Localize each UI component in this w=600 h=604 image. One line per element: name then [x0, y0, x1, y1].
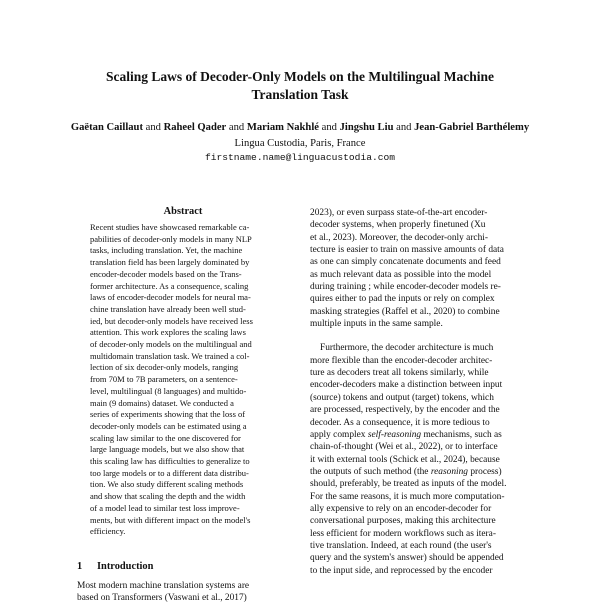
right-column-line: (source) tokens and output (target) tokens, which: [310, 392, 494, 403]
right-column-line: 2023), or even surpass state-of-the-art encoder-: [310, 208, 488, 218]
right-column-line: are processed, respectively, by the encoder and the: [310, 405, 500, 416]
abstract-line: from 70M to 7B parameters, on a sentence-: [90, 374, 238, 385]
right-column-line: Furthermore, the decoder architecture is much: [320, 343, 494, 354]
introduction-line: based on Transformers (Vaswani et al., 2017): [77, 593, 247, 604]
author-name: Jingshu Liu: [339, 122, 394, 133]
paragraph-gap: [310, 330, 532, 342]
right-column-line: conversational purposes, making this architecture: [310, 516, 496, 527]
abstract-line: decoder-only models can be estimated using a: [90, 420, 247, 431]
abstract-line: tion. We also study different scaling methods: [90, 479, 244, 490]
author-separator: and: [321, 122, 337, 133]
author-name: Mariam Nakhlé: [246, 122, 319, 133]
abstract-line: scaling law similar to the one discovered for: [90, 432, 241, 443]
abstract-line: translation field has been largely dominated by: [90, 257, 250, 268]
author-list: [20, 121, 580, 135]
right-column-line: it with external tools (Schick et al., 2024), because: [310, 454, 500, 465]
right-column-line: encoder-decoders make a distinction between input: [310, 380, 503, 391]
right-column-line: query and the system's answer) should be appended: [310, 553, 504, 564]
title-line-2: Translation Task: [251, 87, 349, 102]
right-column-line: should, preferably, be treated as inputs of the model.: [310, 479, 507, 490]
right-column-line: chain-of-thought (Wei et al., 2022), or to interface: [310, 442, 498, 453]
abstract-line: encoder-decoder models based on the Trans-: [90, 268, 242, 279]
section-title: Introduction: [97, 561, 154, 572]
right-column-line: tive translation. Indeed, at each round (the user's: [310, 540, 492, 551]
right-column-line: to the input side, and reprocessed by the encoder: [310, 565, 493, 576]
abstract-line: large language models, but we also show that: [90, 444, 245, 455]
author-name: Gaëtan Caillaut: [70, 122, 143, 133]
abstract-body: [90, 222, 276, 538]
abstract-line: series of experiments showing that the loss of: [90, 409, 246, 420]
title-line-1: Scaling Laws of Decoder-Only Models on the Multilingual Machine: [106, 69, 494, 84]
paper-title: [60, 68, 540, 104]
right-column-line: For the same reasons, it is much more computation-: [310, 491, 505, 502]
abstract-line: pabilities of decoder-only models in many NLP: [90, 233, 252, 244]
abstract-line: ments, but with different impact on the model's: [90, 514, 251, 525]
right-column-line: tecture is easier to train on massive amounts of data: [310, 245, 504, 256]
right-column-line: less efficient for modern workflows such as itera-: [310, 528, 496, 539]
abstract-line: ied, but decoder-only models have received less: [90, 315, 253, 326]
abstract-line: former architecture. As a consequence, scaling: [90, 280, 249, 291]
abstract-heading: Abstract: [163, 206, 203, 217]
right-column-line: as one can simply concatenate documents and feed: [310, 257, 501, 268]
abstract-line: Recent studies have showcased remarkable ca-: [90, 222, 250, 232]
abstract-line: laws of encoder-decoder models for neural ma-: [90, 292, 251, 303]
abstract-line: main (9 domains) dataset. We conducted a: [90, 397, 234, 408]
abstract-line: and show that scaling the depth and the width: [90, 491, 246, 502]
affiliation: Lingua Custodia, Paris, France: [234, 138, 366, 149]
right-column-line: apply complex self-reasoning mechanisms, such as: [310, 429, 502, 440]
abstract-line: level, multilingual (8 languages) and multido-: [90, 385, 247, 396]
author-name: Jean-Gabriel Barthélemy: [414, 122, 530, 133]
right-column-line: multiple inputs in the same sample.: [310, 319, 443, 330]
right-column-line: masking strategies (Raffel et al., 2020) to combine: [310, 306, 500, 317]
abstract-line: too large models or to a different data distribu-: [90, 467, 249, 478]
right-column-body: [310, 207, 532, 577]
author-separator: and: [396, 122, 412, 133]
abstract-line: this scaling law has difficulties to generalize to: [90, 456, 250, 467]
abstract-line: efficiency.: [90, 526, 126, 537]
abstract-line: attention. This work explores the scaling laws: [90, 327, 246, 338]
author-name: Raheel Qader: [163, 122, 227, 133]
abstract-line: of decoder-only models on the multilingual and: [90, 339, 252, 350]
author-separator: and: [145, 122, 161, 133]
right-column-line: quires either to pad the inputs or rely on complex: [310, 294, 495, 305]
right-column-line: et al., 2023). Moreover, the decoder-only archi-: [310, 232, 489, 243]
right-column-line: ture as decoders treat all tokens similarly, while: [310, 368, 489, 379]
abstract-line: multidomain translation task. We trained a col-: [90, 350, 250, 361]
introduction-body: [77, 580, 301, 604]
section-number: 1: [77, 561, 83, 572]
right-column-line: decoder systems, when properly finetuned (Xu: [310, 220, 486, 231]
abstract-line: of a model lead to similar test loss improve-: [90, 502, 240, 513]
author-email: firstname.name@linguacustodia.com: [205, 152, 395, 163]
right-column-line: as much relevant data as possible into the model: [310, 269, 492, 280]
right-column-line: during training ; while encoder-decoder models re-: [310, 282, 501, 293]
right-column-line: the outputs of such method (the reasoning process): [310, 466, 502, 477]
introduction-line: Most modern machine translation systems are: [77, 581, 250, 591]
abstract-line: lection of six decoder-only models, ranging: [90, 362, 239, 373]
section-heading-introduction: [77, 560, 297, 574]
right-column-line: ally expensive to rely on an encoder-decoder for: [310, 503, 492, 514]
author-separator: and: [228, 122, 245, 133]
abstract-line: tasks, including translation. Yet, the machine: [90, 245, 243, 256]
abstract-line: chine translation have already been well stud-: [90, 303, 246, 314]
right-column-line: decoder. As a consequence, it is more tedious to: [310, 417, 490, 428]
right-column-line: more flexible than the encoder-decoder architec-: [310, 355, 493, 366]
